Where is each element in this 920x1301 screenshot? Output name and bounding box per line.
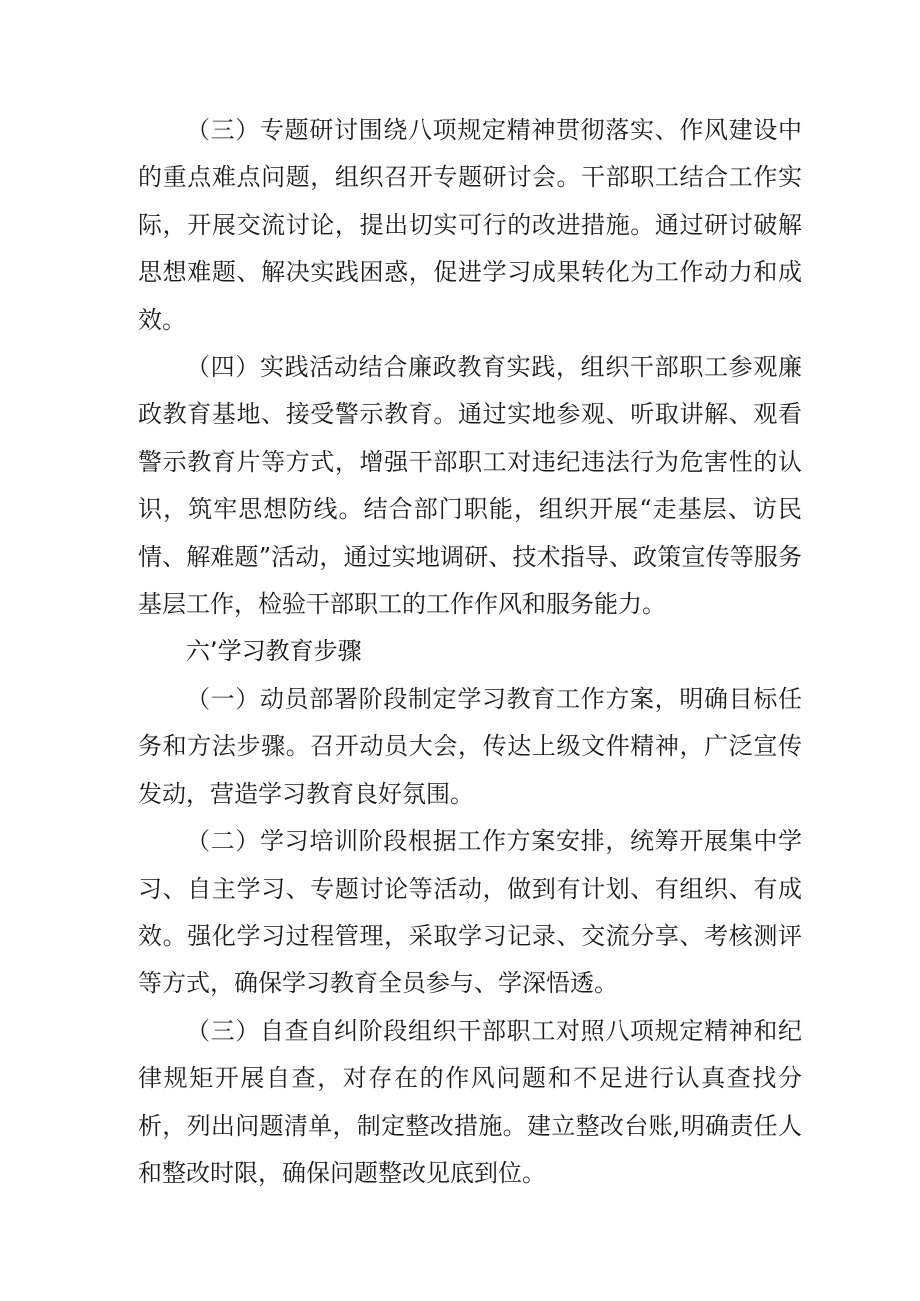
paragraph-seminar: （三）专题研讨围绕八项规定精神贯彻落实、作风建设中的重点难点问题，组织召开专题研讨会。干部职工结合工作实际，开展交流讨论，提出切实可行的改进措施。通过研讨破解思想难题、解决实践困惑，促进学习成果转化为工作动力和成效。	[138, 116, 802, 334]
paragraph-training: （二）学习培训阶段根据工作方案安排，统筹开展集中学习、自主学习、专题讨论等活动，做到有计划、有组织、有成效。强化学习过程管理，采取学习记录、交流分享、考核测评等方式，确保学习教育全员参与、学深悟透。	[138, 827, 802, 998]
document-body	[138, 107, 802, 1197]
section-heading-steps: 六’学习教育步骤	[186, 637, 362, 666]
paragraph-practice-activity: （四）实践活动结合廉政教育实践，组织干部职工参观廉政教育基地、接受警示教育。通过实地参观、听取讲解、观看警示教育片等方式，增强干部职工对违纪违法行为危害性的认识，筑牢思想防线。结合部门职能，组织开展“走基层、访民情、解难题”活动，通过实地调研、技术指导、政策宣传等服务基层工作，检验干部职工的工作作风和服务能力。	[138, 353, 802, 619]
paragraph-self-inspection: （三）自查自纠阶段组织干部职工对照八项规定精神和纪律规矩开展自查，对存在的作风问题和不足进行认真查找分析，列出问题清单，制定整改措施。建立整改台账,明确责任人和整改时限，确保问题整改见底到位。	[138, 1016, 802, 1187]
paragraph-mobilization: （一）动员部署阶段制定学习教育工作方案，明确目标任务和方法步骤。召开动员大会，传达上级文件精神，广泛宣传发动，营造学习教育良好氛围。	[138, 684, 802, 808]
